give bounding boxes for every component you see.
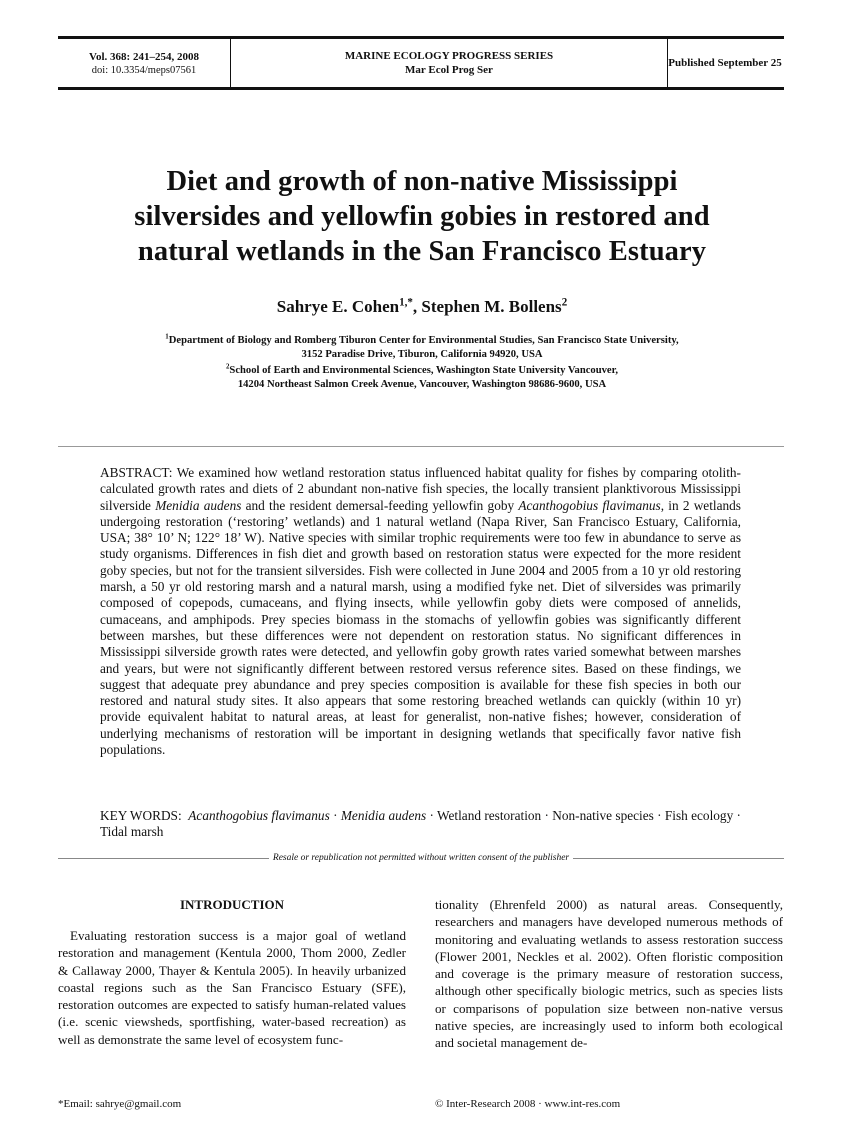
column-right xyxy=(435,896,783,1052)
keyword: Acanthogobius flavimanus xyxy=(188,808,330,823)
section-heading: INTRODUCTION xyxy=(179,897,284,912)
affiliations xyxy=(60,334,784,394)
author-name: Stephen M. Bollens xyxy=(421,297,562,316)
abstract-text: ABSTRACT: We examined how wetland restoration status influenced habitat quality for fishes by comparing otolith-calculated growth rates and diets of 2 abundant non-native fish species, the locally transient planktivorous Mississippi silverside xyxy=(100,465,741,513)
column-left xyxy=(58,896,406,1048)
rule-left xyxy=(58,858,269,859)
title-line: silversides and yellowfin gobies in restored and xyxy=(134,201,710,232)
keyword-separator: · xyxy=(329,808,341,823)
doi[interactable]: doi: 10.3354/meps07561 xyxy=(91,64,197,76)
journal-abbrev: Mar Ecol Prog Ser xyxy=(405,64,493,76)
header-journal-cell xyxy=(230,39,668,87)
volume-info: Vol. 368: 241–254, 2008 xyxy=(89,50,199,63)
author-list xyxy=(60,296,784,318)
keywords-label: KEY WORDS: xyxy=(100,808,182,823)
affiliation-line xyxy=(60,334,784,348)
body-paragraph: Evaluating restoration success is a major goal of wetland restoration and management (Kentula 2000, Thom 2000, Zedler & Callaway 2000, Thayer & Kentula 2005). In heavily urbanized coastal regions such as the San Francisco Estuary (SFE), restoration outcomes are expected to satisfy human-related values (i.e. scenic viewsheds, sportfishing, water-based recreation) as well as demonstrate the same level of ecosystem func- xyxy=(58,928,406,1047)
abstract xyxy=(100,465,741,758)
keyword: Menidia audens xyxy=(340,808,427,823)
title-line: Diet and growth of non-native Mississippi xyxy=(166,166,678,197)
header-published-cell xyxy=(666,39,784,87)
footer-copyright: © Inter-Research 2008 · www.int-res.com xyxy=(435,1098,621,1110)
affil-mark: 2 xyxy=(225,363,230,371)
affiliation xyxy=(60,334,784,361)
author-affil-mark: 2 xyxy=(561,296,568,309)
affil-mark: 1 xyxy=(165,333,169,341)
abstract-text: , in 2 wetlands undergoing restoration (‘restoring’ wetlands) and 1 natural wetland (Napa River, San Francisco Estuary, California, USA; 38° 10’ N; 122° 18’ W). Native species with similar trophic requirements were too few in abundance to serve as study organisms. Differences in fish diet and growth based on restoration status were expected for the more resident goby species, but not for the transient silversides. Fish were collected in June 2004 and 2005 from a 10 yr old restoring marsh, a 50 yr old restoring marsh and a natural marsh, using a modified fyke net. Diet of silversides was primarily composed of copepods, cumaceans, and flying insects, while yellowfin goby diets were composed of annelids, cumaceans, and amphipods. Prey species biomass in the stomachs of yellowfin gobies was significantly different between marshes, but these differences were not dependent on restoration status. No significant differences in Mississippi silverside growth rates were detected, and yellowfin goby growth rates varied somewhat between marshes and years, but were not significantly different between restored versus reference sites. Based on these findings, we suggest that adequate prey abundance and prey species composition is available for these fish species in both our restored and natural study sites. It also appears that some restoring breached wetlands can quickly (within 10 yr) provide equivalent habitat to natural areas, at least for generalist, non-native fishes; however, consideration of underlying mechanisms of restoration will be important in designing wetlands that specifically favor native fish populations. xyxy=(100,497,741,758)
body-paragraph: tionality (Ehrenfeld 2000) as natural areas. Consequently, researchers and managers have developed numerous methods of monitoring and evaluating wetlands to assess restoration success (Flower 2001, Neckles et al. 2002). Often floristic composition and coverage is the primary measure of restoration success, although other specifically biologic metrics, such as species lists or comparisons of population size between non-native versus native species, are increasingly used to inform both ecological and societal management de- xyxy=(435,897,783,1051)
abstract-text: and the resident demersal-feeding yellowfin goby xyxy=(241,497,519,513)
species-name: Acanthogobius flavimanus xyxy=(518,497,661,513)
author-affil-mark: 1,* xyxy=(399,296,413,309)
affiliation xyxy=(60,364,784,391)
footer-email[interactable]: *Email: sahrye@gmail.com xyxy=(58,1098,182,1110)
affil-line-2: 3152 Paradise Drive, Tiburon, California 94920, USA xyxy=(301,348,543,360)
journal-name: MARINE ECOLOGY PROGRESS SERIES xyxy=(344,50,554,62)
keywords xyxy=(100,808,741,841)
author-name: Sahrye E. Cohen xyxy=(276,297,400,316)
species-name: Menidia audens xyxy=(155,497,242,513)
affil-line-1: Department of Biology and Romberg Tiburon Center for Environmental Studies, San Francisco State University, xyxy=(168,335,679,346)
affil-line-1: School of Earth and Environmental Sciences, Washington State University Vancouver, xyxy=(229,365,619,376)
resale-notice xyxy=(58,851,784,865)
rule-right xyxy=(573,858,784,859)
author-separator: , xyxy=(412,297,422,316)
journal-header xyxy=(58,36,784,90)
title-line: natural wetlands in the San Francisco Estuary xyxy=(137,236,707,267)
published-date: Published September 25 xyxy=(668,57,782,69)
affil-line-2: 14204 Northeast Salmon Creek Avenue, Vancouver, Washington 98686-9600, USA xyxy=(237,378,607,390)
divider xyxy=(58,446,784,447)
header-volume-cell xyxy=(58,39,230,87)
resale-text: Resale or republication not permitted without written consent of the publisher xyxy=(272,853,570,863)
paper-title xyxy=(60,164,784,269)
keyword-rest: · Wetland restoration · Non-native species · Fish ecology · Tidal marsh xyxy=(100,808,741,840)
affiliation-line xyxy=(60,364,784,378)
